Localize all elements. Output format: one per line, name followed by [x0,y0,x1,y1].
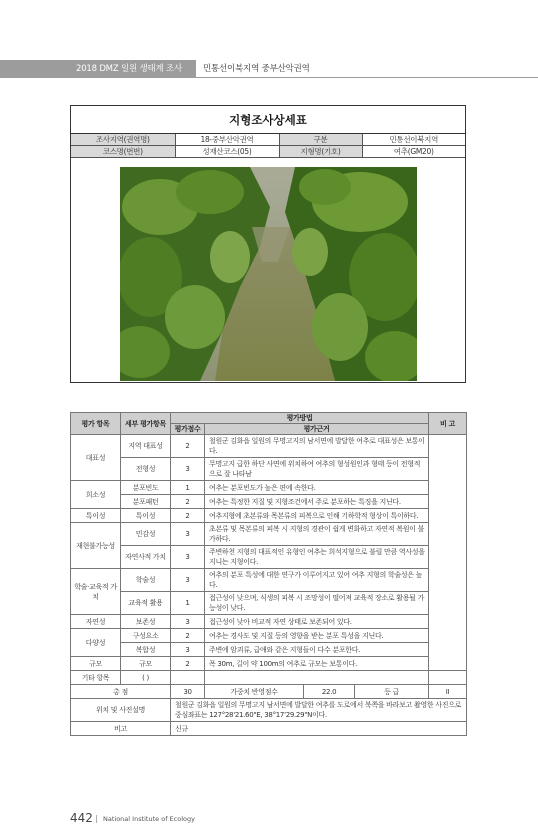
table-row [71,615,467,629]
table-row [71,657,467,671]
basis-cell: 여추는 분포빈도가 높은 편에 속한다. [205,481,429,495]
table-row [71,592,467,615]
section-title: 2018 DMZ 일원 생태계 조사 [76,64,183,74]
footer-organization: National Institute of Ecology [103,815,195,823]
landform-photo [120,167,417,381]
evaluation-table [70,412,467,736]
basis-cell: 여추는 특정한 지질 및 지형조건에서 주로 분포하는 특징을 지닌다. [205,495,429,509]
detail-cell: 규모 [121,657,171,671]
weighted-label: 가중치 반영점수 [205,685,304,698]
basis-cell: 주변하천 지형의 대표적인 유형인 여추는 희석지형으로 불릴 만큼 역사성을 지니는 지형이다. [205,546,429,569]
remark-row [71,722,467,736]
location-label: 위치 및 사진설명 [71,699,171,722]
basis-cell: 철원군 김화읍 일원의 무명고지의 남서면에 발달한 여추로 대표성은 보통이다. [205,435,429,458]
head-detail: 세부 평가항목 [121,413,171,435]
score-cell: 2 [171,435,205,458]
basis-cell: 접근성이 낮아 비교적 자연 상태로 보존되어 있다. [205,615,429,629]
score-cell: 3 [171,643,205,657]
detail-cell: 지역 대표성 [121,435,171,458]
score-cell: 3 [171,569,205,592]
detail-cell: 학술성 [121,569,171,592]
score-cell: 1 [171,481,205,495]
table-row [71,569,467,592]
head-note: 비 고 [429,413,467,435]
score-cell: 2 [171,509,205,523]
other-detail-cell: ( ) [121,671,171,685]
basis-cell: 주변에 암괴류, 급애와 같은 지형들이 다수 분포한다. [205,643,429,657]
landform-value: 여추(GM20) [362,146,465,158]
grade-value: II [429,685,467,699]
item-cell: 희소성 [71,481,121,509]
score-cell: 2 [171,495,205,509]
item-cell: 규모 [71,657,121,671]
table-row [71,523,467,546]
detail-cell: 전형성 [121,458,171,481]
table-row [71,481,467,495]
table-row [71,509,467,523]
detail-cell: 자연사적 가치 [121,546,171,569]
item-cell: 특이성 [71,509,121,523]
head-score: 평가점수 [171,424,205,435]
detail-cell: 보존성 [121,615,171,629]
region-label: 조사지역(권역명) [71,134,175,146]
location-text: 철원군 김화읍 일원의 무명고지 남서면에 발달한 여추를 도로에서 북쪽을 바라보고 촬영한 사진으로 중심좌표는 127°28'21.60"E, 38°17'29.29"N이다. [171,699,467,722]
table-row [71,495,467,509]
note-cell [429,435,467,671]
score-cell: 3 [171,615,205,629]
item-cell: 자연성 [71,615,121,629]
head-method: 평가방법 [171,413,429,424]
weighted-score: 22.0 [304,685,355,698]
other-item-cell: 기타 항목 [71,671,121,685]
detail-cell: 구성요소 [121,629,171,643]
course-value: 성재산코스(05) [175,146,279,158]
course-label: 코스명(번번) [71,146,175,158]
survey-info-row [71,134,465,146]
sheet-title: 지형조사상세표 [71,106,465,134]
region-value: 18-중부산악권역 [175,134,279,146]
total-row [71,685,467,699]
score-cell: 3 [171,458,205,481]
score-cell: 3 [171,546,205,569]
detail-cell: 교육적 활용 [121,592,171,615]
table-row [71,629,467,643]
survey-info-table [71,134,465,158]
survey-info-row [71,146,465,158]
basis-cell: 여추의 분포 특성에 대한 연구가 이루어지고 있어 여추 지형의 학술성은 높다. [205,569,429,592]
basis-cell: 여추는 경사도 및 지질 등의 영향을 받는 분포 특성을 지닌다. [205,629,429,643]
page-number: 442 [70,811,93,825]
region-title: 민통선이북지역 중부산악권역 [203,64,310,74]
remark-text: 신규 [171,722,467,736]
item-cell: 학술·교육적 가치 [71,569,121,615]
head-item: 평가 항목 [71,413,121,435]
total-score: 30 [171,685,205,699]
survey-sheet [70,105,466,383]
category-label: 구분 [279,134,362,146]
total-detail-cell [205,685,429,699]
location-row [71,699,467,722]
basis-cell: 접근성이 낮으며, 식생의 피복 시 조망성이 떨어져 교육적 장소로 활용될 가능성이 낮다. [205,592,429,615]
item-cell: 다양성 [71,629,121,657]
landform-label: 지형명(기호) [279,146,362,158]
table-row [71,643,467,657]
detail-cell: 특이성 [121,509,171,523]
basis-cell: 여추지형에 초본류와 목본류의 피복으로 인해 기하학적 형상이 특이하다. [205,509,429,523]
item-cell: 대표성 [71,435,121,481]
table-row [71,671,467,685]
other-score-cell [171,671,205,685]
table-row [71,546,467,569]
score-cell: 2 [171,629,205,643]
total-label: 총 점 [71,685,171,699]
table-row [71,435,467,458]
forest-valley-image [120,167,417,381]
head-basis: 평가근거 [205,424,429,435]
basis-cell: 폭 30m, 길이 약 100m의 여추로 규모는 보통이다. [205,657,429,671]
detail-cell: 분포빈도 [121,481,171,495]
basis-cell: 무명고지 급한 하단 사면에 위치하여 여추의 형성원인과 형태 등이 전형적으로 잘 나타남 [205,458,429,481]
score-cell: 2 [171,657,205,671]
header-rule [196,77,538,78]
basis-cell: 초본류 및 목본류의 피복 시 지형의 경관이 쉽게 변화하고 자연적 복원이 불가하다. [205,523,429,546]
grade-label: 등 급 [384,687,399,696]
item-cell: 재현불가능성 [71,523,121,569]
other-basis-cell [205,671,429,685]
category-value: 민통선이북지역 [362,134,465,146]
detail-cell: 분포패턴 [121,495,171,509]
footer-separator: | [95,814,98,823]
detail-cell: 민감성 [121,523,171,546]
detail-cell: 복합성 [121,643,171,657]
table-row [71,458,467,481]
remark-label: 비고 [71,722,171,736]
other-note-cell [429,671,467,685]
total-detail-table [205,685,428,698]
score-cell: 1 [171,592,205,615]
score-cell: 3 [171,523,205,546]
eval-header-row [71,413,467,424]
